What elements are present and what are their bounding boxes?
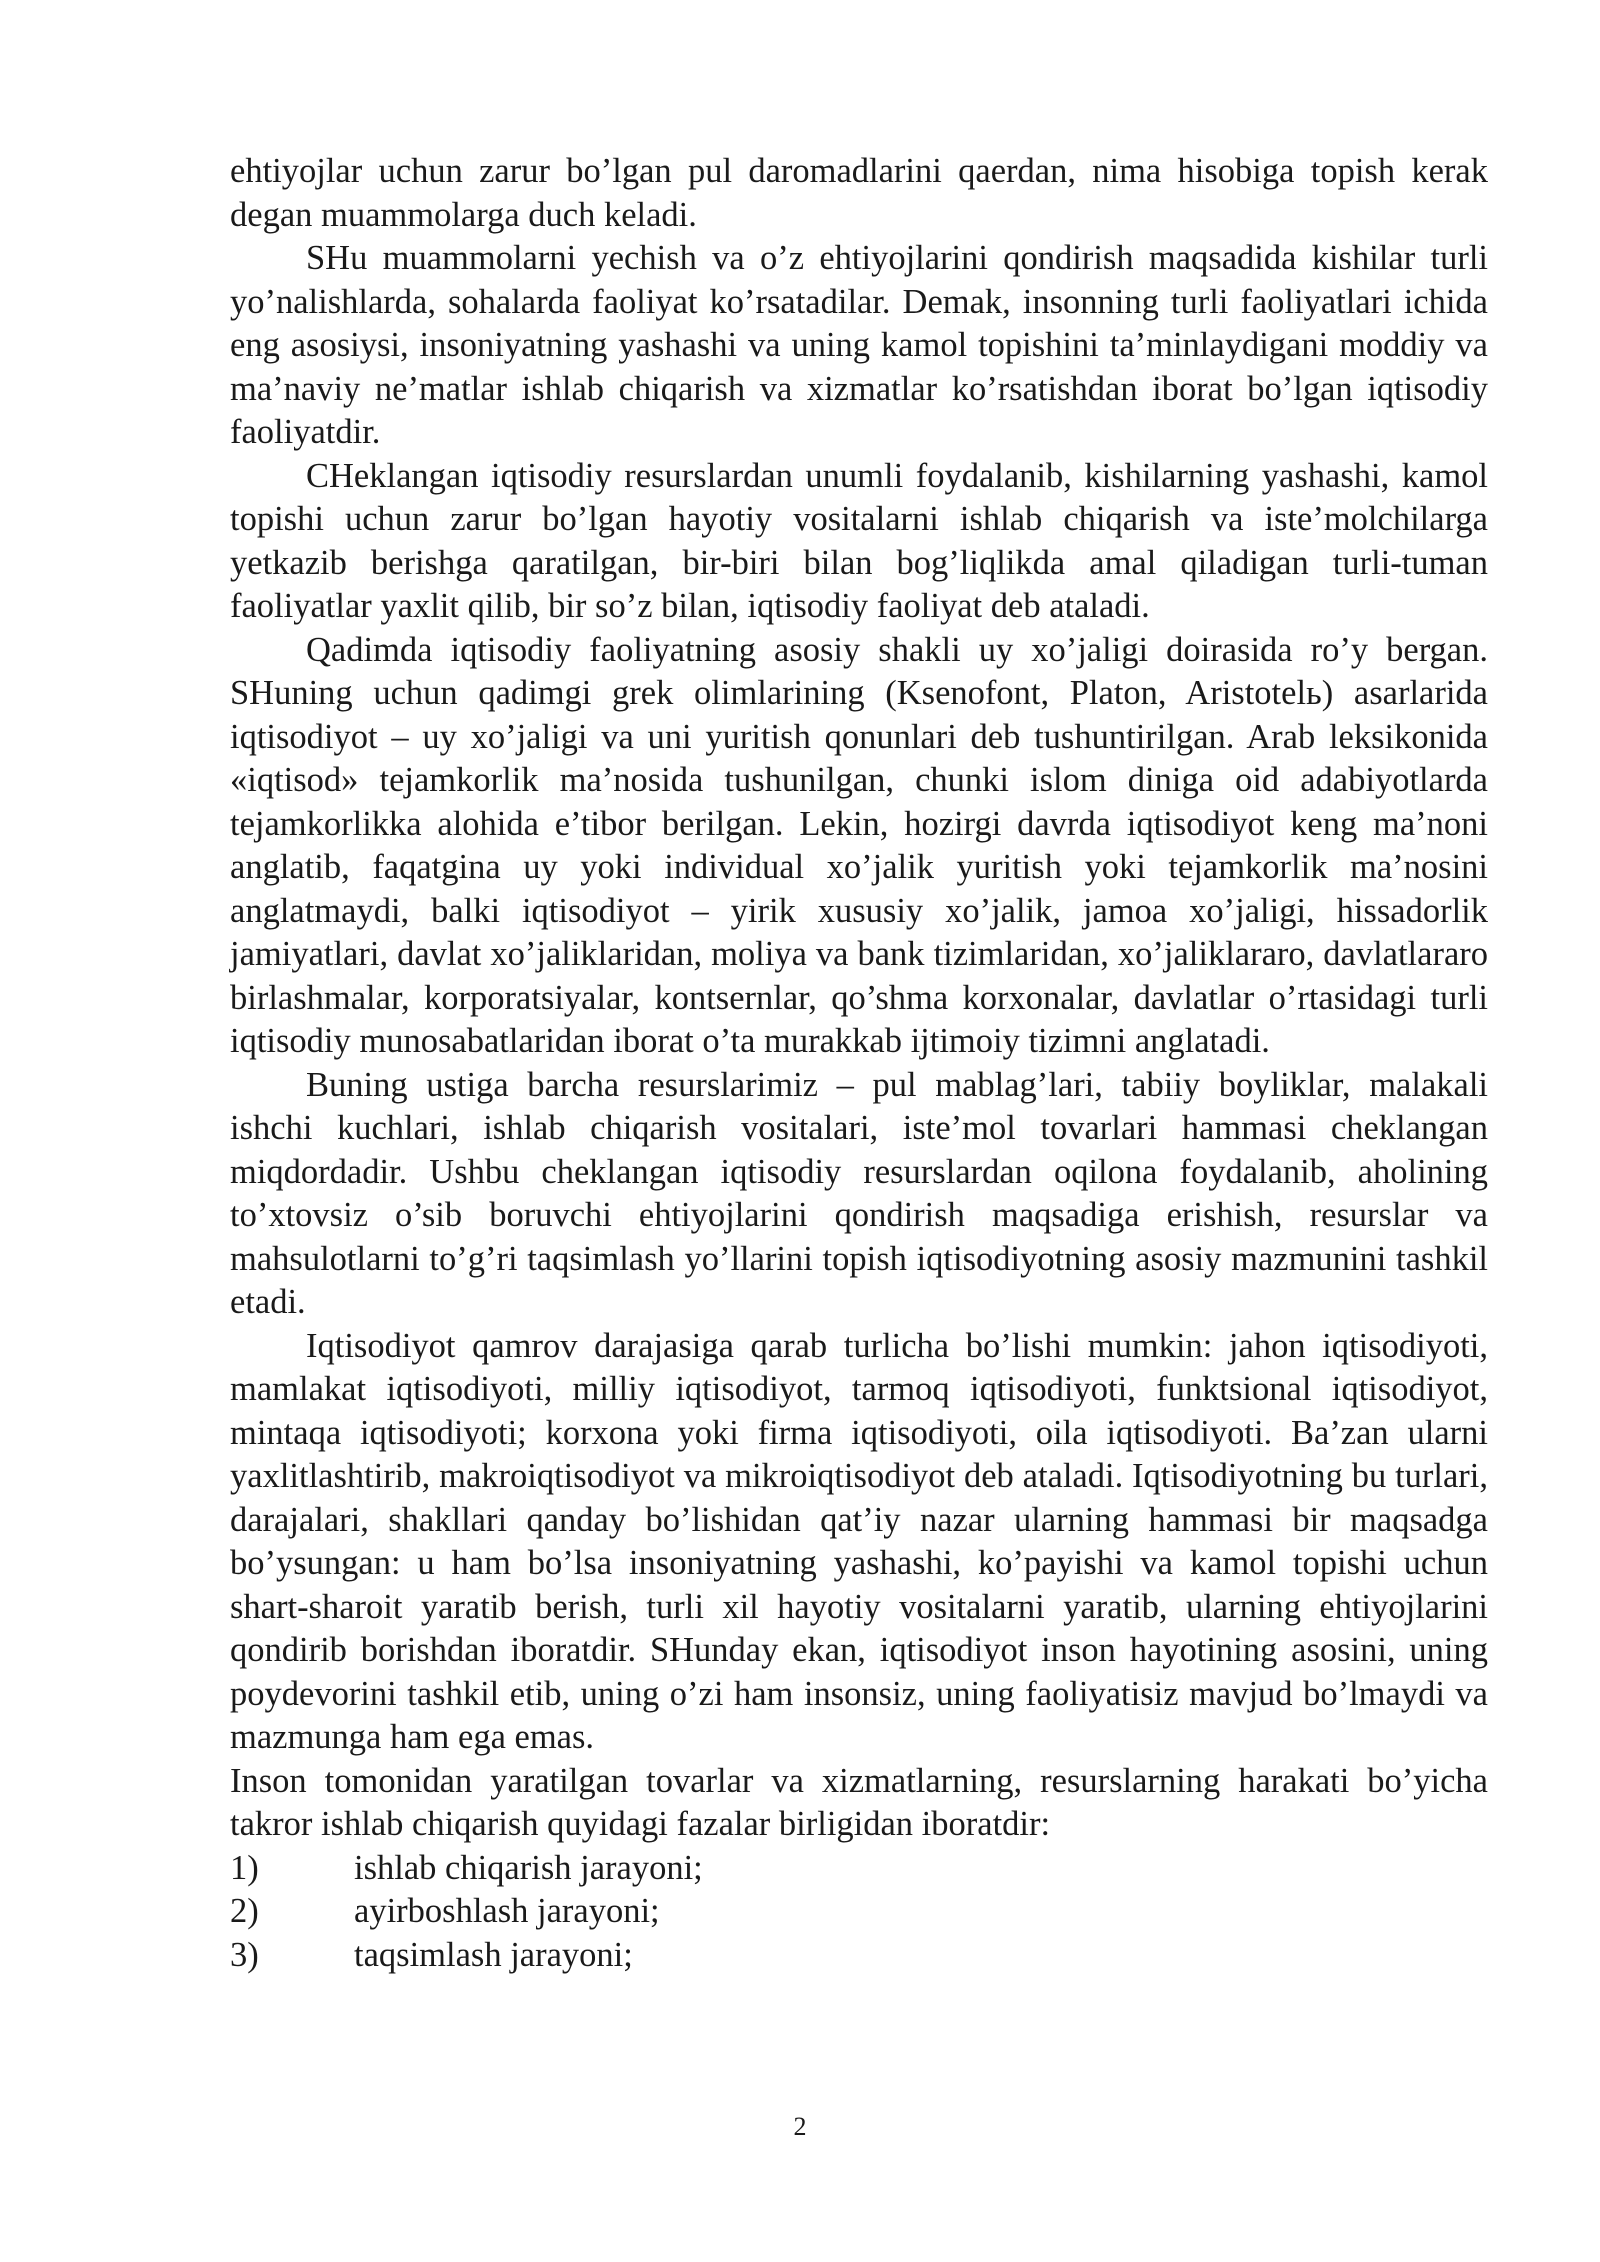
page-number: 2: [793, 2112, 807, 2141]
paragraph: Iqtisodiyot qamrov darajasiga qarab turlicha bo’lishi mumkin: jahon iqtisodiyoti, mamlakat iqtisodiyoti, milliy iqtisodiyot, tarmoq iqtisodiyoti, funktsional iqtisodiyot, mintaqa iqtisodiyoti; korxona yoki firma iqtisodiyoti, oila iqtisodiyoti. Ba’zan ularni yaxlitlashtirib, makroiqtisodiyot va mikroiqtisodiyot deb ataladi. Iqtisodiyotning bu turlari, darajalari, shakllari qanday bo’lishidan qat’iy nazar ularning hammasi bir maqsadga bo’ysungan: u ham bo’lsa insoniyatning yashashi, ko’payishi va kamol topishi uchun shart-sharoit yaratib berish, turli xil hayotiy vositalarni yaratib, ularning ehtiyojlarini qondirib borishdan iboratdir. SHunday ekan, iqtisodiyot inson hayotining asosini, uning poydevorini tashkil etib, uning o’zi ham insonsiz, uning faoliyatisiz mavjud bo’lmaydi va mazmunga ham ega emas.: [230, 1326, 1488, 1756]
paragraph: Inson tomonidan yaratilgan tovarlar va xizmatlarning, resurslarning harakati bo’yicha takror ishlab chiqarish quyidagi fazalar birligidan iboratdir:: [230, 1761, 1488, 1843]
list-item-number: 1): [230, 1848, 259, 1887]
list-item: [230, 1890, 1488, 1934]
list-item-number: 3): [230, 1935, 259, 1974]
paragraph: SHu muammolarni yechish va o’z ehtiyojlarini qondirish maqsadida kishilar turli yo’nalishlarda, sohalarda faoliyat ko’rsatadilar. Demak, insonning turli faoliyatlari ichida eng asosiysi, insoniyatning yashashi va uning kamol topishini ta’minlaydigani moddiy va ma’naviy ne’matlar ishlab chiqarish va xizmatlar ko’rsatishdan iborat bo’lgan iqtisodiy faoliyatdir.: [230, 239, 1488, 451]
list-item: [230, 1847, 1488, 1891]
paragraph-continuation: ehtiyojlar uchun zarur bo’lgan pul daromadlarini qaerdan, nima hisobiga topish kerak degan muammolarga duch keladi.: [230, 152, 1488, 234]
list-item-text: taqsimlash jarayoni;: [354, 1935, 633, 1974]
paragraph: CHeklangan iqtisodiy resurslardan unumli foydalanib, kishilarning yashashi, kamol topishi uchun zarur bo’lgan hayotiy vositalarni ishlab chiqarish va iste’molchilarga yetkazib berishga qaratilgan, bir-biri bilan bog’liqlikda amal qiladigan turli-tuman faoliyatlar yaxlit qilib, bir so’z bilan, iqtisodiy faoliyat deb ataladi.: [230, 456, 1488, 625]
numbered-list: [230, 1847, 1488, 1978]
paragraph: Buning ustiga barcha resurslarimiz – pul mablag’lari, tabiiy boyliklar, malakali ishchi kuchlari, ishlab chiqarish vositalari, iste’mol tovarlari hammasi cheklangan miqdordadir. Ushbu cheklangan iqtisodiy resurslardan oqilona foydalanib, aholining to’xtovsiz o’sib boruvchi ehtiyojlarini qondirish maqsadiga erishish, resurslar va mahsulotlarni to’g’ri taqsimlash yo’llarini topish iqtisodiyotning asosiy mazmunini tashkil etadi.: [230, 1065, 1488, 1321]
list-item-text: ishlab chiqarish jarayoni;: [354, 1848, 703, 1887]
list-item-text: ayirboshlash jarayoni;: [354, 1892, 660, 1930]
paragraph: Qadimda iqtisodiy faoliyatning asosiy shakli uy xo’jaligi doirasida ro’y bergan. SHuning uchun qadimgi grek olimlarining (Ksenofont, Platon, Aristotelь) asarlarida iqtisodiyot – uy xo’jaligi va uni yuritish qonunlari deb tushuntirilgan. Arab leksikonida «iqtisod» tejamkorlik ma’nosida tushunilgan, chunki islom diniga oid adabiyotlarda tejamkorlikka alohida e’tibor berilgan. Lekin, hozirgi davrda iqtisodiyot keng ma’noni anglatib, faqatgina uy yoki individual xo’jalik yuritish yoki tejamkorlik ma’nosini anglatmaydi, balki iqtisodiyot – yirik xususiy xo’jalik, jamoa xo’jaligi, hissadorlik jamiyatlari, davlat xo’jaliklaridan, moliya va bank tizimlaridan, xo’jaliklararo, davlatlararo birlashmalar, korporatsiyalar, kontsernlar, qo’shma korxonalar, davlatlar o’rtasidagi turli iqtisodiy munosabatlaridan iborat o’ta murakkab ijtimoiy tizimni anglatadi.: [230, 630, 1488, 1060]
document-page: [230, 150, 1488, 1977]
list-item-number: 2): [230, 1892, 259, 1930]
list-item: [230, 1934, 1488, 1978]
